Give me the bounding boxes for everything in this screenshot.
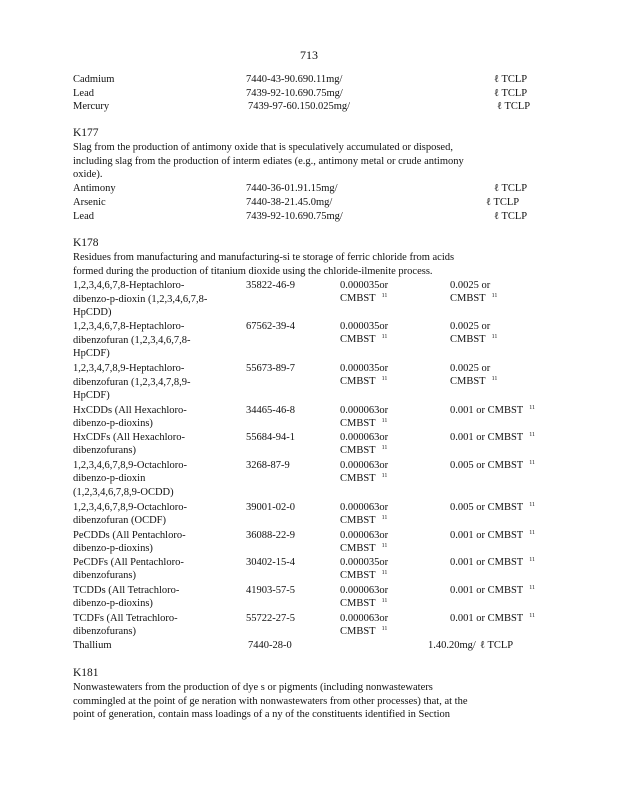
row-name: HpCDF) xyxy=(73,390,110,401)
nonwastewater-standard: 0.0025 or xyxy=(450,280,491,291)
row-cas-value: 7440-38-21.45.0mg/ xyxy=(246,197,333,208)
wastewater-standard: 0.000063or xyxy=(340,460,389,471)
row-name: dibenzo-p-dioxins) xyxy=(73,543,153,554)
treatment-code: CMBST xyxy=(450,293,486,304)
row-name: 1,2,3,4,6,7,8,9-Octachloro- xyxy=(73,502,188,513)
row-name: HpCDF) xyxy=(73,348,110,359)
wastewater-standard: 0.000063or xyxy=(340,432,389,443)
footnote-ref: 11 xyxy=(381,334,388,340)
row-name: TCDFs (All Tetrachloro- xyxy=(73,613,178,624)
treatment-code: CMBST xyxy=(340,376,376,387)
row-cas: 39001-02-0 xyxy=(246,502,295,513)
footnote-ref: 11 xyxy=(529,405,535,411)
footnote-ref: 11 xyxy=(381,543,388,549)
footnote-ref: 11 xyxy=(381,445,388,451)
row-name: PeCDDs (All Pentachloro- xyxy=(73,530,186,541)
row-unit: ℓ TCLP xyxy=(497,101,531,112)
section-code: K181 xyxy=(73,667,99,679)
row-name: dibenzo-p-dioxin xyxy=(73,473,146,484)
treatment-code: CMBST xyxy=(450,376,486,387)
treatment-code: CMBST xyxy=(340,293,376,304)
treatment-code: CMBST xyxy=(340,418,376,429)
section-desc-line: Nonwastewaters from the production of dye s or pigments (including nonwastewaters xyxy=(73,682,433,693)
row-cas: 36088-22-9 xyxy=(246,530,295,541)
treatment-code: CMBST xyxy=(340,445,376,456)
treatment-code: CMBST xyxy=(340,570,376,581)
row-cas-value: 7440-43-90.690.11mg/ xyxy=(246,74,343,85)
row-name: dibenzofurans) xyxy=(73,570,136,581)
nonwastewater-standard: 0.001 or CMBST xyxy=(450,432,524,443)
row-cas: 55722-27-5 xyxy=(246,613,295,624)
row-name: Lead xyxy=(73,88,94,99)
row-cas-value: 7439-92-10.690.75mg/ xyxy=(246,88,343,99)
section-desc-line: Slag from the production of antimony oxide that is speculatively accumulated or disposed, xyxy=(73,142,453,153)
footnote-ref: 11 xyxy=(381,473,388,479)
treatment-code: CMBST xyxy=(340,473,376,484)
row-cas: 3268-87-9 xyxy=(246,460,290,471)
nonwastewater-standard: 0.001 or CMBST xyxy=(450,530,524,541)
page-number: 713 xyxy=(300,48,318,62)
footnote-ref: 11 xyxy=(381,626,388,632)
row-name: Lead xyxy=(73,211,94,222)
section-desc-line: including slag from the production of interm ediates (e.g., antimony metal or crude antimony xyxy=(73,156,464,167)
row-name: TCDDs (All Tetrachloro- xyxy=(73,585,180,596)
treatment-code: CMBST xyxy=(340,598,376,609)
footnote-ref: 11 xyxy=(491,376,498,382)
footnote-ref: 11 xyxy=(529,502,535,508)
nonwastewater-standard: 0.005 or CMBST xyxy=(450,502,524,513)
footnote-ref: 11 xyxy=(529,530,535,536)
row-name: Thallium xyxy=(73,640,112,651)
row-name: HxCDDs (All Hexachloro- xyxy=(73,405,187,416)
section-desc-line: commingled at the point of ge neration with nonwastewaters from other processes) that, at the xyxy=(73,696,468,707)
treatment-code: CMBST xyxy=(450,334,486,345)
nonwastewater-standard: 0.001 or CMBST xyxy=(450,557,524,568)
footnote-ref: 11 xyxy=(529,585,535,591)
nonwastewater-standard: 0.0025 or xyxy=(450,363,491,374)
row-name: dibenzofuran (1,2,3,4,7,8,9- xyxy=(73,377,191,388)
row-name: dibenzofuran (1,2,3,4,6,7,8- xyxy=(73,335,191,346)
footnote-ref: 11 xyxy=(381,515,388,521)
row-unit: ℓ TCLP xyxy=(494,183,528,194)
row-cas: 67562-39-4 xyxy=(246,321,295,332)
row-cas: 35822-46-9 xyxy=(246,280,295,291)
row-name: 1,2,3,4,7,8,9-Heptachloro- xyxy=(73,363,185,374)
nonwastewater-standard: 0.001 or CMBST xyxy=(450,405,524,416)
footnote-ref: 11 xyxy=(529,460,535,466)
row-name: dibenzo-p-dioxin (1,2,3,4,6,7,8- xyxy=(73,294,208,305)
footnote-ref: 11 xyxy=(529,432,535,438)
footnote-ref: 11 xyxy=(491,334,498,340)
section-code: K178 xyxy=(73,237,99,249)
row-unit: ℓ TCLP xyxy=(480,640,514,651)
row-cas: 41903-57-5 xyxy=(246,585,295,596)
nonwastewater-standard: 0.001 or CMBST xyxy=(450,613,524,624)
footnote-ref: 11 xyxy=(491,293,498,299)
row-cas: 34465-46-8 xyxy=(246,405,295,416)
section-desc-line: point of generation, contain mass loadings of a ny of the constituents identified in Section xyxy=(73,709,451,720)
row-value: 1.40.20mg/ xyxy=(428,640,476,651)
footnote-ref: 11 xyxy=(529,613,535,619)
nonwastewater-standard: 0.005 or CMBST xyxy=(450,460,524,471)
row-name: 1,2,3,4,6,7,8-Heptachloro- xyxy=(73,280,185,291)
row-unit: ℓ TCLP xyxy=(494,88,528,99)
nonwastewater-standard: 0.001 or CMBST xyxy=(450,585,524,596)
row-cas: 55673-89-7 xyxy=(246,363,295,374)
row-unit: ℓ TCLP xyxy=(494,74,528,85)
row-cas: 7440-28-0 xyxy=(248,640,292,651)
treatment-code: CMBST xyxy=(340,626,376,637)
row-cas: 30402-15-4 xyxy=(246,557,295,568)
wastewater-standard: 0.000035or xyxy=(340,557,389,568)
treatment-code: CMBST xyxy=(340,334,376,345)
row-name: HxCDFs (All Hexachloro- xyxy=(73,432,185,443)
row-unit: ℓ TCLP xyxy=(494,211,528,222)
section-desc-line: Residues from manufacturing and manufacturing-si te storage of ferric chloride from acids xyxy=(73,252,455,263)
section-desc-line: oxide). xyxy=(73,169,103,180)
wastewater-standard: 0.000035or xyxy=(340,321,389,332)
wastewater-standard: 0.000063or xyxy=(340,405,389,416)
row-cas: 55684-94-1 xyxy=(246,432,295,443)
wastewater-standard: 0.000063or xyxy=(340,530,389,541)
row-name: 1,2,3,4,6,7,8,9-Octachloro- xyxy=(73,460,188,471)
wastewater-standard: 0.000035or xyxy=(340,280,389,291)
row-name: Arsenic xyxy=(73,197,106,208)
footnote-ref: 11 xyxy=(529,557,535,563)
row-name: Mercury xyxy=(73,101,110,112)
nonwastewater-standard: 0.0025 or xyxy=(450,321,491,332)
footnote-ref: 11 xyxy=(381,376,388,382)
row-name: dibenzo-p-dioxins) xyxy=(73,418,153,429)
row-name: (1,2,3,4,6,7,8,9-OCDD) xyxy=(73,487,174,498)
row-name: 1,2,3,4,6,7,8-Heptachloro- xyxy=(73,321,185,332)
wastewater-standard: 0.000063or xyxy=(340,585,389,596)
row-name: PeCDFs (All Pentachloro- xyxy=(73,557,184,568)
row-name: Antimony xyxy=(73,183,116,194)
row-name: Cadmium xyxy=(73,74,115,85)
row-name: HpCDD) xyxy=(73,307,112,318)
footnote-ref: 11 xyxy=(381,598,388,604)
footnote-ref: 11 xyxy=(381,418,388,424)
footnote-ref: 11 xyxy=(381,570,388,576)
row-cas-value: 7439-92-10.690.75mg/ xyxy=(246,211,343,222)
row-name: dibenzofurans) xyxy=(73,445,136,456)
row-name: dibenzofurans) xyxy=(73,626,136,637)
row-cas-value: 7439-97-60.150.025mg/ xyxy=(248,101,351,112)
section-code: K177 xyxy=(73,127,99,139)
wastewater-standard: 0.000063or xyxy=(340,613,389,624)
wastewater-standard: 0.000063or xyxy=(340,502,389,513)
wastewater-standard: 0.000035or xyxy=(340,363,389,374)
treatment-code: CMBST xyxy=(340,515,376,526)
footnote-ref: 11 xyxy=(381,293,388,299)
section-desc-line: formed during the production of titanium dioxide using the chloride-ilmenite process. xyxy=(73,266,433,277)
row-name: dibenzo-p-dioxins) xyxy=(73,598,153,609)
row-cas-value: 7440-36-01.91.15mg/ xyxy=(246,183,338,194)
row-unit: ℓ TCLP xyxy=(486,197,520,208)
treatment-code: CMBST xyxy=(340,543,376,554)
row-name: dibenzofuran (OCDF) xyxy=(73,515,167,526)
